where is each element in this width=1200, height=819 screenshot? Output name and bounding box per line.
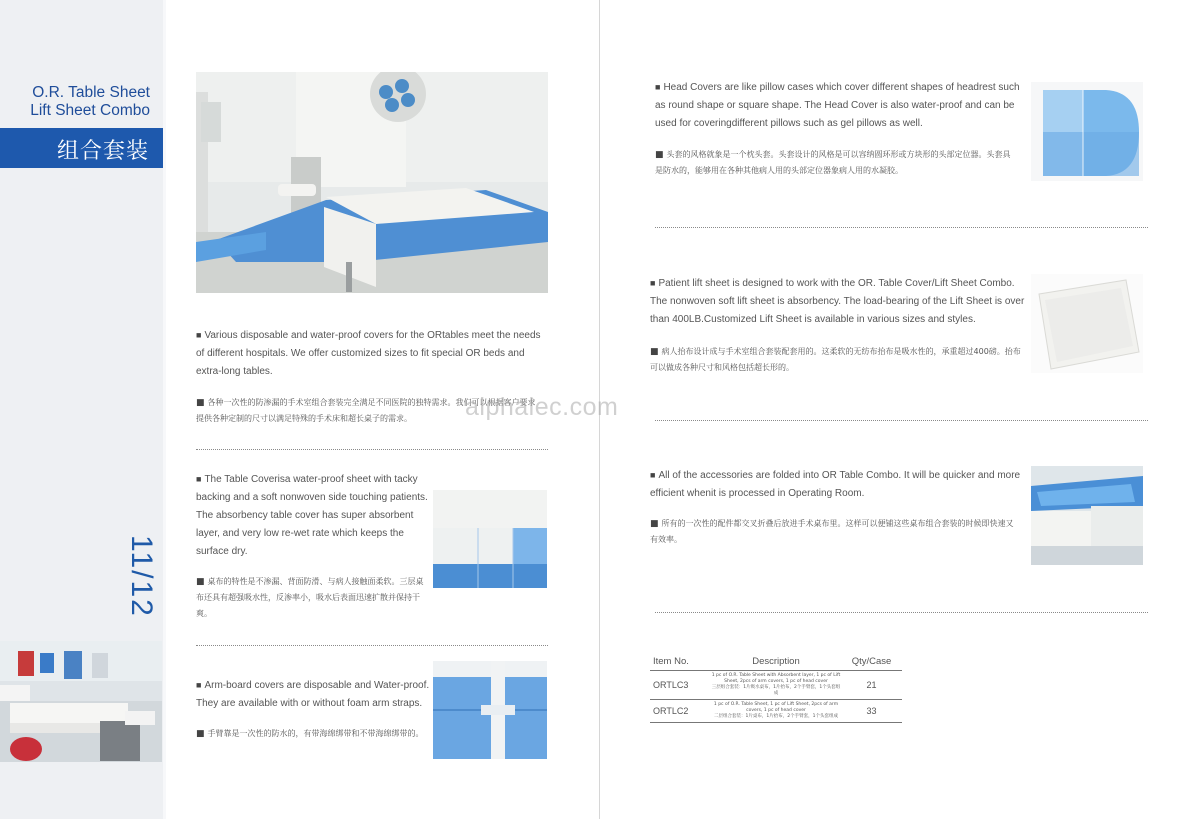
operating-room-thumbnail (0, 641, 162, 762)
bullet-square-icon: ■ (650, 347, 659, 357)
lift-sheet-photo (1031, 274, 1143, 373)
right-section2-text-zh: ■ 病人抬布设计成与手术室组合套装配套用的。这柔软的无纺布抬布是吸水性的，承重超过400磅。抬布可以做成各种尺寸和风格包括超长形的。 (650, 347, 1021, 372)
section2-text-zh: ■ 桌布的特性是不渗漏、背面防滑、与病人接触面柔软。三层桌布还具有超强吸水性，反渗率小，吸水后表面迅速扩散并保持干爽。 (196, 577, 424, 618)
bullet-square-icon: ■ (650, 278, 656, 288)
item-no: ORTLC3 (650, 671, 711, 700)
table-row (650, 671, 902, 700)
bullet-square-icon: ■ (196, 680, 202, 690)
right-section1-text: ■ Head Covers are like pillow cases which cover different shapes of headrest such as round shape or square shape. The Head Cover is also water-proof and can be used for coveringdifferent pillows such as gel pillows as well. (655, 82, 1020, 129)
right-section2-text: ■ Patient lift sheet is designed to work with the OR. Table Cover/Lift Sheet Combo. The nonwoven soft lift sheet is absorbency. The load-bearing of the Lift Sheet is over than 400LB.Customized Lift Sheet is available in various sizes and styles. (650, 278, 1025, 325)
page-number (100, 535, 170, 625)
section3-text: ■ Arm-board covers are disposable and Water-proof. They are available with or without foam arm straps. (196, 680, 430, 709)
bullet-square-icon: ■ (655, 82, 661, 92)
column-header-item: Item No. (650, 654, 711, 671)
table-header-row (650, 654, 902, 671)
watermark: alphalec.com (465, 393, 619, 421)
description (711, 700, 841, 723)
item-no: ORTLC2 (650, 700, 711, 723)
right-section1-text-zh: ■ 头套的风格就象是一个枕头套。头套设计的风格是可以容纳圆环形或方块形的头部定位器。头套具是防水的，能够用在各种其他病人用的头部定位器象病人用的水凝胶。 (655, 150, 1011, 175)
description-en: 1 pc of O.R. Table Sheet, 1 pc of Lift Sheet, 2pcs of arm covers, 1 pc of head cover (713, 702, 839, 713)
bullet-square-icon: ■ (655, 150, 664, 160)
bullet-square-icon: ■ (196, 398, 205, 408)
title-line-1: O.R. Table Sheet (32, 84, 150, 101)
page-edge (163, 0, 166, 819)
title-line-2: Lift Sheet Combo (30, 102, 150, 119)
description-en: 1 pc of O.R. Table Sheet with Absorbent layer, 1 pc of Lift Sheet, 2pcs of arm covers, 1 pc of head cover (711, 673, 841, 684)
bullet-square-icon: ■ (650, 519, 659, 529)
description (711, 671, 841, 700)
arm-board-cover-photo (433, 661, 547, 759)
bullet-square-icon: ■ (196, 729, 205, 739)
page-number-text: 11/12 (125, 535, 158, 618)
column-header-qty: Qty/Case (841, 654, 902, 671)
qty-per-case: 33 (841, 700, 902, 723)
bullet-square-icon: ■ (650, 470, 656, 480)
section2-text: ■ The Table Coverisa water-proof sheet with tacky backing and a soft nonwoven side touching patients. The absorbency table cover has super absorbent layer, and very low re-wet rate which keeps the surface dry. (196, 474, 428, 557)
table-row (650, 700, 902, 723)
dotted-divider (655, 612, 1148, 613)
bullet-square-icon: ■ (196, 474, 202, 484)
description-zh: 二层组合套装：1片桌布，1片抬布，2个手臂套，1个头套组成 (714, 714, 838, 719)
dotted-divider (655, 227, 1148, 228)
bullet-square-icon: ■ (196, 577, 205, 587)
section1-text: ■ Various disposable and water-proof covers for the ORtables meet the needs of different hospitals. We offer customized sizes to fit special OR beds and extra-long tables. (196, 330, 541, 377)
right-section3-text-zh: ■ 所有的一次性的配件都交叉折叠后放进手术桌布里。这样可以便铺这些桌布组合套装的时候即快速又有效率。 (650, 519, 1014, 544)
table-cover-photo (433, 490, 547, 588)
dotted-divider (655, 420, 1148, 421)
qty-per-case: 21 (841, 671, 902, 700)
dotted-divider (196, 645, 548, 646)
dotted-divider (196, 449, 548, 450)
title-zh: 组合套装 (56, 139, 149, 164)
or-table-photo (196, 72, 548, 293)
description-zh: 三层组合套装：1片吸水桌布，1片抬布，2个手臂套，1个头套组成 (711, 685, 841, 696)
spec-table (650, 654, 902, 723)
right-section3-text: ■ All of the accessories are folded into OR Table Combo. It will be quicker and more efficient whenit is processed in Operating Room. (650, 470, 1021, 499)
section1-text-zh: ■ 各种一次性的防渗漏的手术室组合套装完全满足不同医院的独特需求。我们可以根据客户要求提供各种定制的尺寸以满足特殊的手术床和超长桌子的需求。 (196, 398, 536, 423)
column-header-description: Description (711, 654, 841, 671)
folded-accessories-photo (1031, 466, 1143, 565)
head-cover-photo (1031, 82, 1143, 181)
bullet-square-icon: ■ (196, 330, 202, 340)
section3-text-zh: ■ 手臂靠是一次性的防水的，有带海绵绑带和不带海绵绑带的。 (196, 729, 424, 739)
title-zh-banner (0, 128, 163, 168)
